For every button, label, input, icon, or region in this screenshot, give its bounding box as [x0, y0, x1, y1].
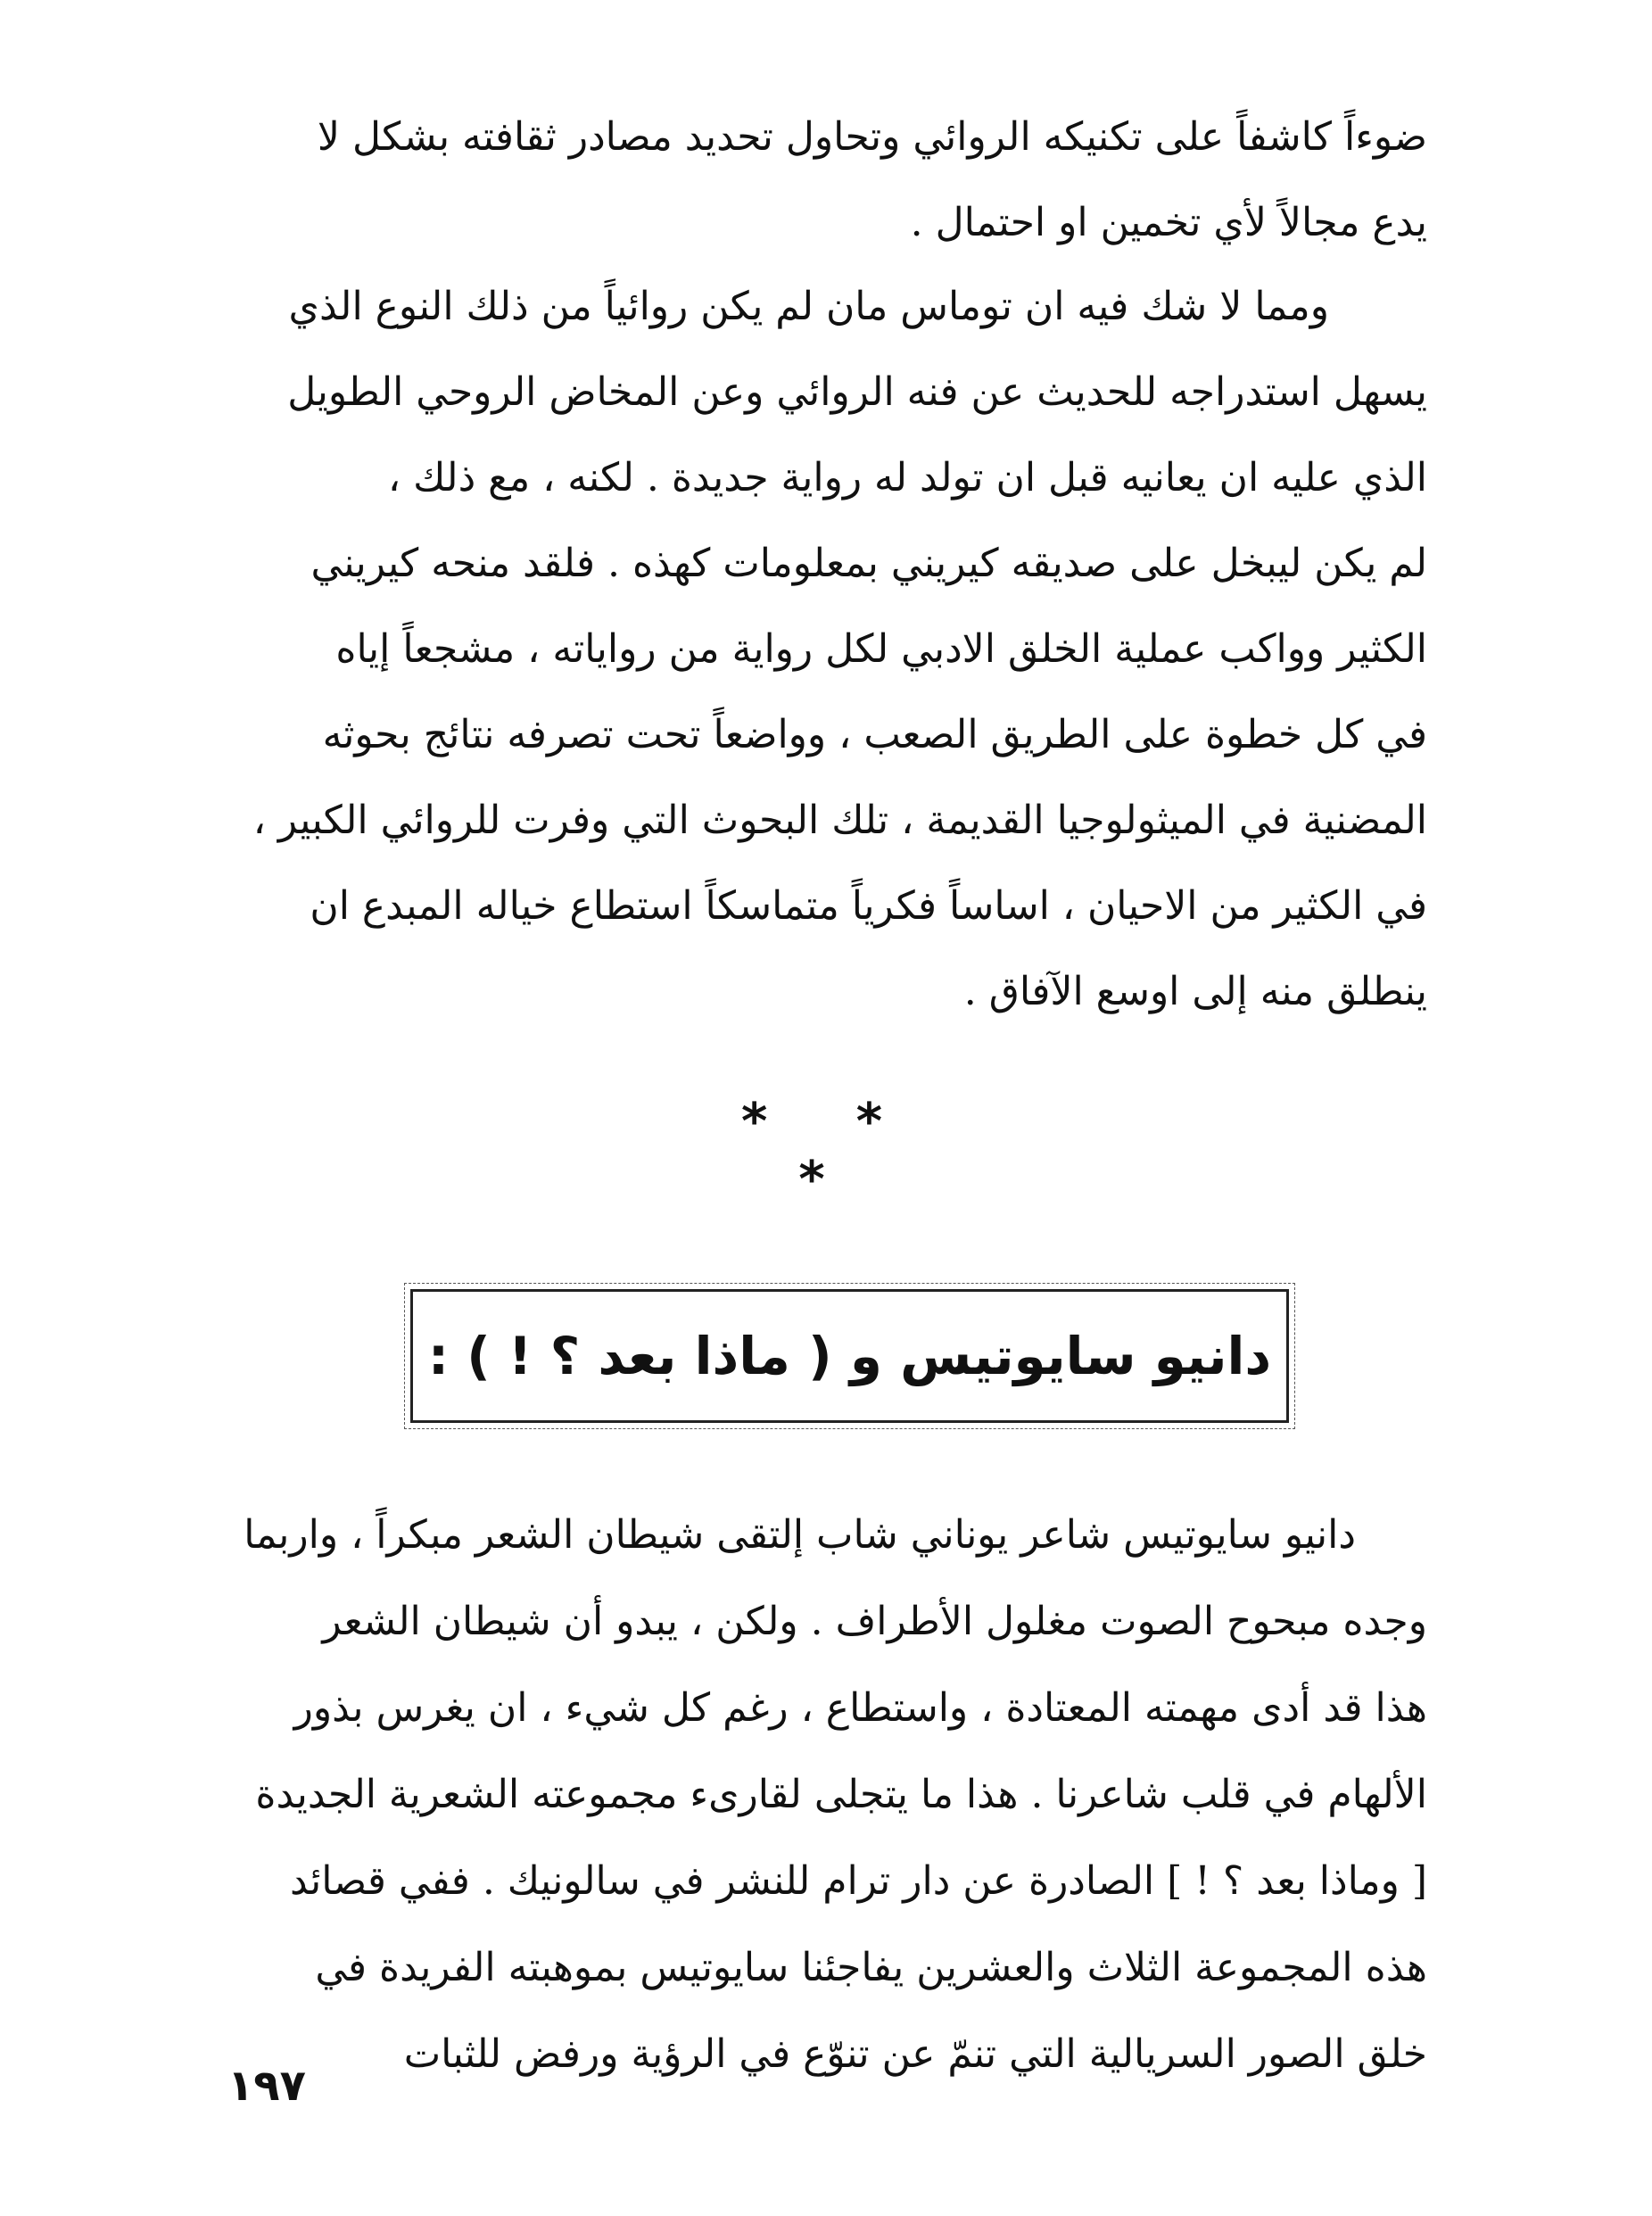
text-line: ينطلق منه إلى اوسع الآفاق . [963, 969, 1427, 1014]
text-line: المضنية في الميثولوجيا القديمة ، تلك البحوث التي وفرت للروائي الكبير ، [252, 798, 1427, 843]
text-line: الكثير وواكب عملية الخلق الادبي لكل رواية من رواياته ، مشجعاً إياه [335, 626, 1427, 672]
text-line: دانيو سايوتيس شاعر يوناني شاب إلتقى شيطان الشعر مبكراً ، واربما [244, 1512, 1356, 1558]
text-line: ضوءاً كاشفاً على تكنيكه الروائي وتحاول تحديد مصادر ثقافته بشكل لا [317, 114, 1427, 160]
section-separator: * * * [740, 1093, 919, 1209]
paragraph-3 [214, 1492, 1427, 2097]
text-line: وجده مبحوح الصوت مغلول الأطراف . ولكن ، يبدو أن شيطان الشعر [322, 1599, 1427, 1644]
text-line: في الكثير من الاحيان ، اساساً فكرياً متماسكاً استطاع خياله المبدع ان [310, 883, 1427, 929]
text-line: يسهل استدراجه للحديث عن فنه الروائي وعن المخاض الروحي الطويل [287, 369, 1427, 415]
text-line: في كل خطوة على الطريق الصعب ، وواضعاً تحت تصرفه نتائج بحوثه [322, 712, 1427, 757]
text-line: خلق الصور السريالية التي تنمّ عن تنوّع في الرؤية ورفض للثبات [403, 2031, 1427, 2077]
paragraph-2 [214, 264, 1427, 1035]
text-line: يدع مجالاً لأي تخمين او احتمال . [910, 200, 1427, 245]
text-line: هذه المجموعة الثلاث والعشرين يفاجئنا سايوتيس بموهبته الفريدة في [315, 1945, 1427, 1990]
page-number: ١٩٧ [227, 2061, 306, 2111]
text-line: هذا قد أدى مهمته المعتادة ، واستطاع ، رغم كل شيء ، ان يغرس بذور [293, 1685, 1427, 1731]
section-title-box [410, 1289, 1289, 1423]
text-line: [ وماذا بعد ؟ ! ] الصادرة عن دار ترام للنشر في سالونيك . ففي قصائد [289, 1858, 1427, 1904]
section-title: دانيو سايوتيس و ( ماذا بعد ؟ ! ) : [427, 1326, 1272, 1386]
paragraph-1 [214, 95, 1427, 266]
text-line: لم يكن ليبخل على صديقه كيريني بمعلومات كهذه . فلقد منحه كيريني [310, 541, 1427, 586]
text-line: الذي عليه ان يعانيه قبل ان تولد له رواية جديدة . لكنه ، مع ذلك ، [387, 455, 1427, 500]
text-line: ومما لا شك فيه ان توماس مان لم يكن روائياً من ذلك النوع الذي [288, 284, 1329, 329]
text-line: الألهام في قلب شاعرنا . هذا ما يتجلى لقارىء مجموعته الشعرية الجديدة [255, 1772, 1427, 1817]
